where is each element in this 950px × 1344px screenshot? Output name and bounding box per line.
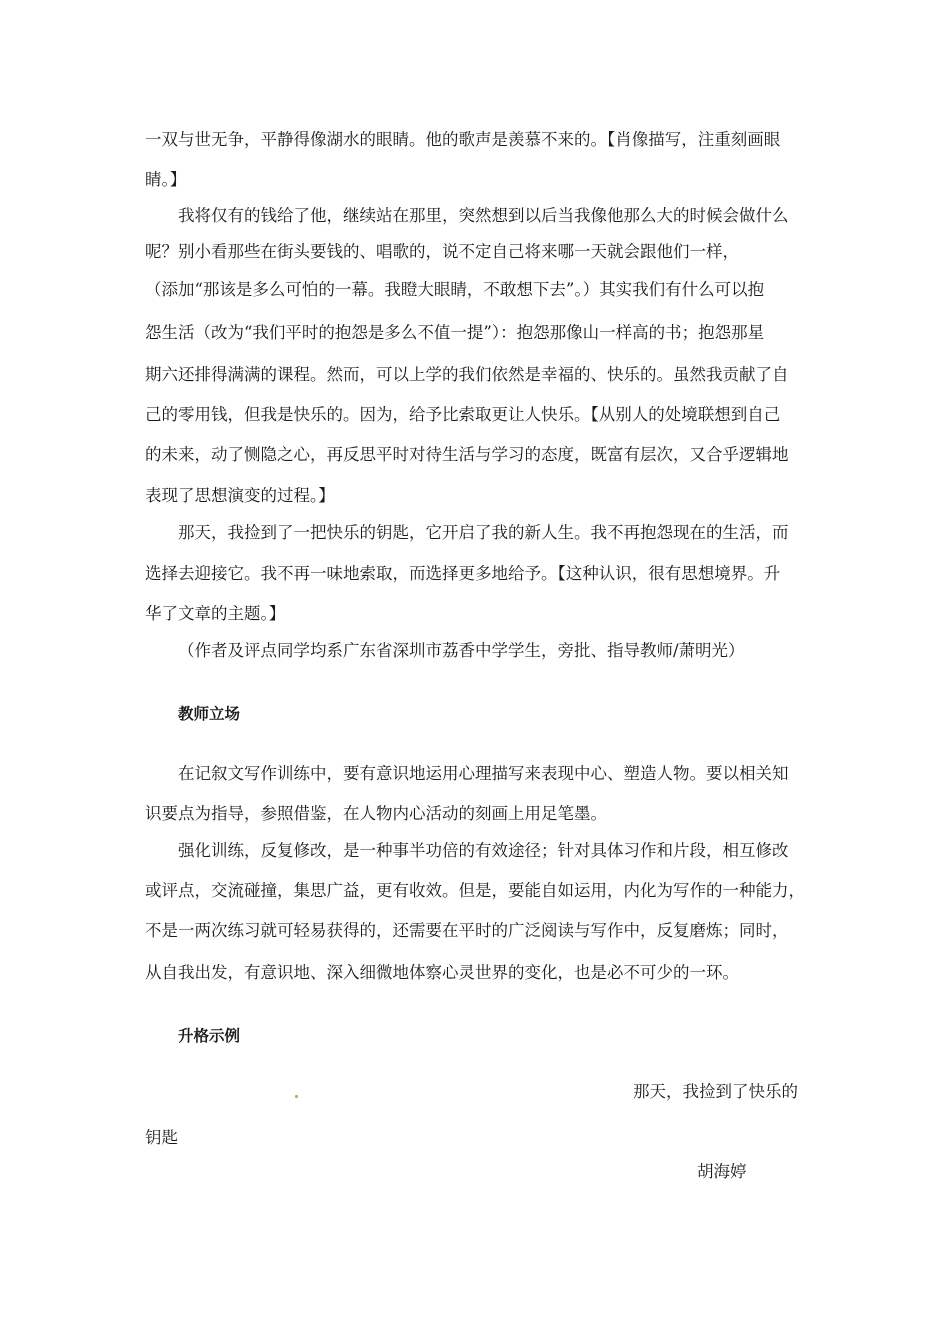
essay-p2-line-5: 期六还排得满满的课程。然而，可以上学的我们依然是幸福的、快乐的。虽然我贡献了自 — [145, 365, 789, 384]
essay-p3-line-3: 华了文章的主题。】 — [145, 604, 286, 623]
essay-p2-line-4: 怨生活（改为“我们平时的抱怨是多么不值一提”）：抱怨那像山一样高的书；抱怨那星 — [145, 323, 765, 342]
teacher-p1-line-2: 识要点为指导，参照借鉴，在人物内心活动的刻画上用足笔墨。 — [145, 804, 607, 823]
essay-p3-line-2: 选择去迎接它。我不再一味地索取，而选择更多地给予。【这种认识，很有思想境界。升 — [145, 564, 781, 583]
essay-p2-line-8: 表现了思想演变的过程。】 — [145, 486, 335, 505]
example-title-part2: 钥匙 — [145, 1128, 178, 1147]
scan-speck — [295, 1095, 298, 1098]
essay-credit: （作者及评点同学均系广东省深圳市荔香中学学生，旁批、指导教师/萧明光） — [178, 641, 745, 660]
essay-p2-line-1: 我将仅有的钱给了他，继续站在那里，突然想到以后当我像他那么大的时候会做什么 — [178, 206, 789, 225]
essay-p2-line-7: 的未来，动了恻隐之心，再反思平时对待生活与学习的态度，既富有层次，又合乎逻辑地 — [145, 445, 789, 464]
example-heading: 升格示例 — [178, 1027, 241, 1045]
teacher-p1-line-1: 在记叙文写作训练中，要有意识地运用心理描写来表现中心、塑造人物。要以相关知 — [178, 764, 789, 783]
teacher-p2-line-1: 强化训练，反复修改，是一种事半功倍的有效途径；针对具体习作和片段，相互修改 — [178, 841, 789, 860]
teacher-p2-line-2: 或评点，交流碰撞，集思广益，更有收效。但是，要能自如运用，内化为写作的一种能力， — [145, 881, 805, 900]
example-author: 胡海婷 — [697, 1162, 747, 1181]
teacher-p2-line-4: 从自我出发，有意识地、深入细微地体察心灵世界的变化，也是必不可少的一环。 — [145, 963, 739, 982]
example-title-part1: 那天，我捡到了快乐的 — [633, 1082, 798, 1101]
essay-p2-line-6: 己的零用钱，但我是快乐的。因为，给予比索取更让人快乐。【从别人的处境联想到自己 — [145, 405, 781, 424]
essay-p2-line-2: 呢？别小看那些在街头要钱的、唱歌的，说不定自己将来哪一天就会跟他们一样， — [145, 242, 739, 261]
teacher-p2-line-3: 不是一两次练习就可轻易获得的，还需要在平时的广泛阅读与写作中，反复磨炼；同时， — [145, 921, 789, 940]
essay-p1-line-2: 睛。】 — [145, 170, 187, 189]
teacher-heading: 教师立场 — [178, 705, 241, 723]
essay-p3-line-1: 那天，我捡到了一把快乐的钥匙，它开启了我的新人生。我不再抱怨现在的生活，而 — [178, 523, 789, 542]
essay-p2-line-3: （添加“那该是多么可怕的一幕。我瞪大眼睛，不敢想下去”。）其实我们有什么可以抱 — [145, 280, 765, 299]
essay-p1-line-1: 一双与世无争，平静得像湖水的眼睛。他的歌声是羡慕不来的。【肖像描写，注重刻画眼 — [145, 130, 781, 149]
